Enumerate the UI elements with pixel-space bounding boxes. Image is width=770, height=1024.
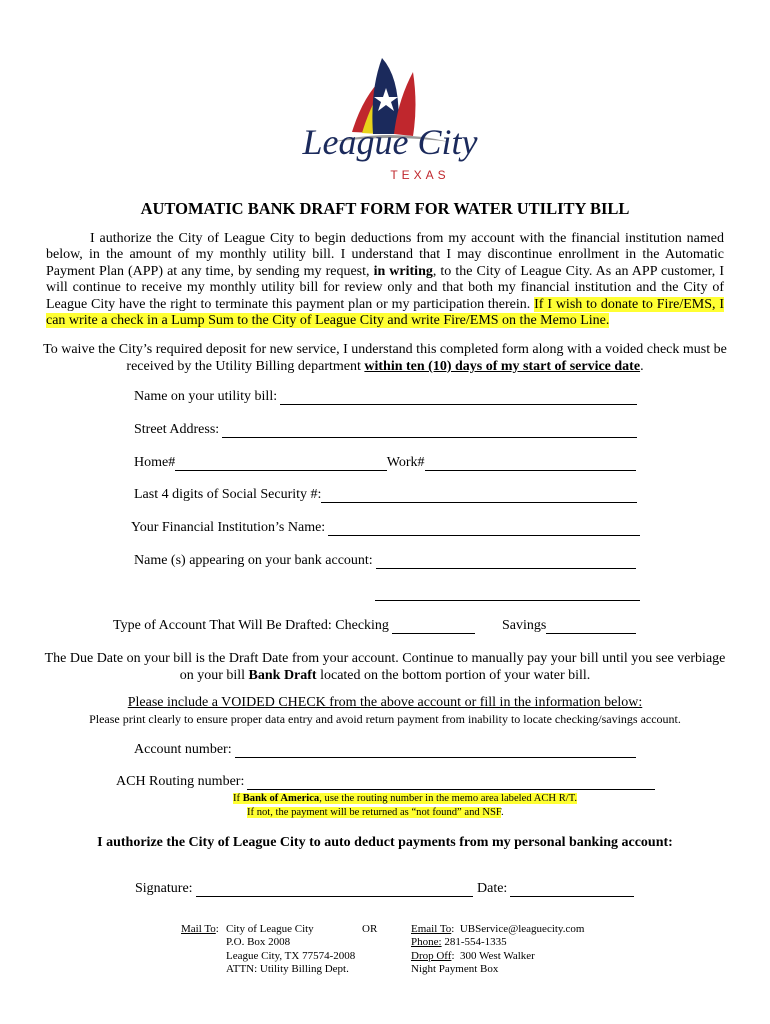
field-label: Street Address:: [134, 422, 220, 438]
night-payment-box: Night Payment Box: [411, 963, 499, 976]
signature-field[interactable]: [135, 880, 473, 897]
utility-bill-name-field[interactable]: [134, 388, 637, 405]
field-label: Name on your utility bill:: [134, 389, 278, 405]
mail-line: League City, TX 77574-2008: [226, 949, 356, 962]
phone-fields: [134, 454, 636, 471]
nsf-text: If not, the payment will be returned as “not found” and NSF: [247, 807, 501, 819]
due-date-text: The Due Date on your bill is the Draft Date from your account. Continue to manually pay your bill until you see verbiage on your bill: [44, 651, 726, 683]
bank-account-names-field[interactable]: [134, 552, 636, 569]
league-city-logo: [270, 50, 510, 185]
footer: [0, 923, 770, 977]
field-label: Last 4 digits of Social Security #:: [134, 487, 322, 503]
checking-field[interactable]: [113, 617, 475, 634]
svg-text:League City: League City: [302, 122, 478, 162]
authorization-paragraph: [46, 231, 724, 329]
home-phone-label: Home#: [134, 455, 176, 471]
form-title: AUTOMATIC BANK DRAFT FORM FOR WATER UTILITY BILL: [140, 199, 630, 218]
mail-address: [226, 923, 362, 977]
ssn-field[interactable]: [134, 486, 637, 503]
mail-line: ATTN: Utility Billing Dept.: [226, 963, 349, 976]
or-label: OR: [362, 922, 378, 935]
intro-bold: in writing: [373, 263, 433, 279]
date-line[interactable]: [510, 884, 634, 897]
sailboat-logo-icon: [270, 50, 510, 185]
deposit-end: .: [640, 358, 644, 374]
contact-info: Email To: UBService@leaguecity.com Phone: 281-554-1335 Drop Off: 300 West Walker Night Payment Box: [411, 922, 585, 976]
work-phone-label: Work#: [386, 455, 425, 471]
boa-text: , use the routing number in the memo area labeled ACH R/T.: [319, 793, 578, 805]
dropoff-label: Drop Off: [411, 949, 452, 962]
deposit-deadline: within ten (10) days of my start of service date: [364, 358, 641, 374]
deposit-paragraph: [40, 342, 730, 375]
field-label: Name (s) appearing on your bank account:: [134, 553, 373, 569]
savings-field[interactable]: [502, 617, 636, 634]
input-line[interactable]: [222, 425, 637, 438]
account-type-row: [0, 617, 770, 634]
input-line[interactable]: [328, 523, 640, 536]
field-label: Signature:: [135, 880, 193, 896]
print-clearly-note: Please print clearly to ensure proper data entry and avoid return payment from inability to locate checking/savings account.: [89, 712, 681, 727]
mail-to-label: Mail To:: [181, 922, 219, 935]
due-date-text-2: located on the bottom portion of your water bill.: [316, 667, 591, 683]
intro-text: I authorize the City of League City to begin deductions from my account with the financial institution named below, in the amount of my monthly utility bill. I understand that I may discontinue enrollment in the Automatic Payment Plan (APP) at any time, by sending my request,: [46, 231, 724, 279]
signature-row: [0, 880, 770, 897]
boa-bold: Bank of America: [242, 793, 320, 805]
bank-draft-bold: Bank Draft: [248, 667, 317, 683]
svg-text:TEXAS: TEXAS: [390, 168, 450, 182]
deposit-text: To waive the City’s required deposit for new service, I understand this completed form along with a voided check must be received by the Utility Billing department: [43, 342, 727, 374]
field-label: Date:: [477, 880, 508, 896]
email-label: Email To: [411, 922, 452, 935]
input-line[interactable]: [321, 490, 637, 503]
field-label: Savings: [502, 618, 547, 634]
account-number-field[interactable]: [134, 741, 636, 758]
mail-label-text: Mail To: [181, 922, 216, 935]
work-phone-input[interactable]: [425, 458, 637, 471]
bank-account-names-extra-line[interactable]: [375, 588, 640, 601]
input-line[interactable]: [376, 556, 636, 569]
input-line[interactable]: [247, 777, 655, 790]
home-phone-input[interactable]: [175, 458, 387, 471]
mail-line: P.O. Box 2008: [226, 936, 291, 949]
date-field[interactable]: [477, 880, 634, 897]
field-label: Account number:: [134, 742, 232, 758]
input-line[interactable]: [392, 621, 475, 634]
nsf-note: If not, the payment will be returned as “not found” and NSF.: [247, 807, 504, 819]
due-date-paragraph: [40, 651, 730, 684]
street-address-field[interactable]: [134, 421, 637, 438]
boa-prefix: If: [233, 793, 243, 805]
authorize-statement: I authorize the City of League City to auto deduct payments from my personal banking account:: [97, 835, 673, 851]
field-label: ACH Routing number:: [116, 774, 245, 790]
input-line[interactable]: [235, 745, 636, 758]
input-line[interactable]: [546, 621, 636, 634]
donation-note: If I wish to donate to Fire/EMS, I can write a check in a Lump Sum to the City of League City and write Fire/EMS on the Memo Line.: [46, 296, 725, 329]
routing-number-field[interactable]: [116, 773, 655, 790]
voided-check-heading: [40, 695, 730, 711]
institution-field[interactable]: [131, 519, 640, 536]
phone-label: Phone:: [411, 936, 442, 949]
email-link[interactable]: UBService@leaguecity.com: [459, 922, 585, 935]
mail-line: City of League City: [226, 922, 314, 935]
field-label: Your Financial Institution’s Name:: [131, 520, 326, 536]
signature-line[interactable]: [196, 884, 473, 897]
intro-text-2: , to the City of League City. As an APP customer, I will continue to receive my monthly utility bill for review only and that both my financial institution and the City of League City have the right to terminate this payment plan or my participation therein.: [46, 263, 724, 312]
phone-number: 281-554-1335: [444, 936, 507, 949]
document-body: [0, 199, 770, 977]
voided-heading-text: Please include a VOIDED CHECK from the above account or fill in the information below:: [127, 695, 643, 711]
input-line[interactable]: [280, 392, 637, 405]
field-label: Type of Account That Will Be Drafted: Checking: [113, 618, 389, 634]
boa-note: [233, 792, 770, 806]
dropoff-address: 300 West Walker: [460, 949, 535, 962]
